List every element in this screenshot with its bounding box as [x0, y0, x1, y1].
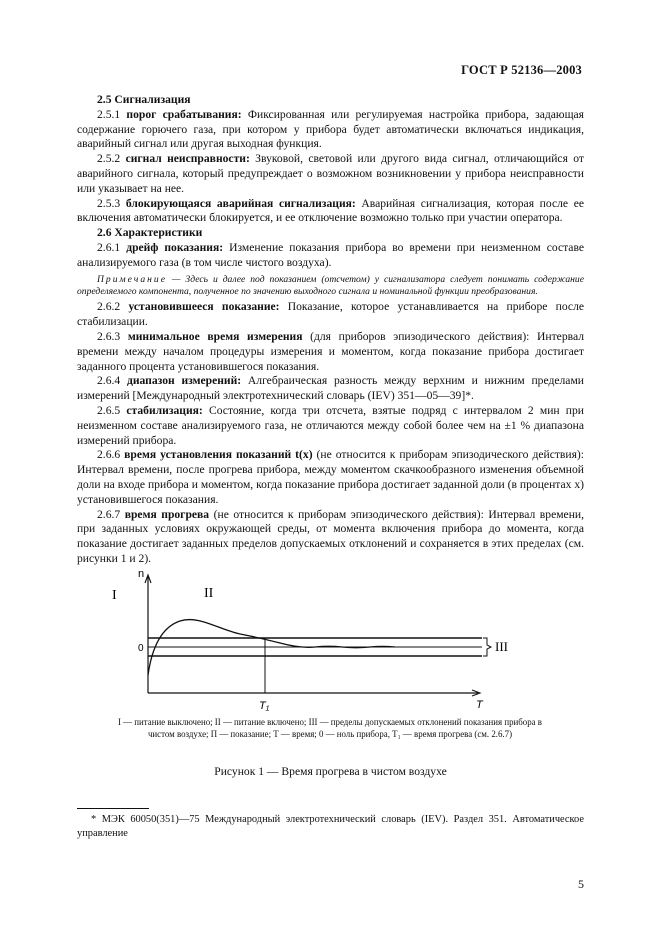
- label-t1: T₁: [259, 700, 270, 712]
- term: диапазон измерений:: [126, 374, 242, 388]
- term: минимальное время измерения: [127, 329, 303, 343]
- figure-legend: I — питание выключено; II — питание включено; III — пределы допускаемых отклонений показания прибора в чистом воздухе; П — показание; Т — время; 0 — ноль прибора, Т₁ — время прогрева (см. 2.6.7): [118, 717, 542, 739]
- footnote-divider: [77, 808, 149, 809]
- paragraph-2-6-3: [77, 330, 584, 374]
- label-x-axis: T: [476, 699, 483, 711]
- paragraph-2-5-1: [77, 108, 584, 152]
- term: время прогрева: [124, 507, 210, 521]
- paragraph-2-5-2: [77, 152, 584, 196]
- definition: Аварийная сигнализация, которая после ее включения автоматически блокируется, и ее отключение возможно только при участии оператора.: [77, 196, 584, 225]
- tolerance-bracket: [483, 638, 491, 656]
- label-zero: 0: [138, 643, 144, 654]
- paragraph-2-6-1: [77, 241, 584, 271]
- clause-number: 2.6.3: [97, 329, 128, 343]
- paragraph-2-6-7: [77, 508, 584, 567]
- section-title-2-5: 2.5 Сигнализация: [97, 93, 191, 106]
- term: порог срабатывания:: [126, 107, 242, 121]
- page-number: 5: [578, 877, 584, 891]
- note: [77, 274, 584, 299]
- term: стабилизация:: [126, 403, 203, 417]
- clause-number: 2.5.3: [97, 196, 126, 210]
- document-header: ГОСТ Р 52136—2003: [461, 63, 582, 77]
- definition: Фиксированная или регулируемая настройка прибора, задающая содержание горючего газа, при котором у прибора будет автоматически включаться индикация, аварийный сигнал или другая выходная функция.: [77, 107, 584, 151]
- paragraph-2-6-4: [77, 374, 584, 404]
- clause-number: 2.6.5: [97, 403, 127, 417]
- definition: Состояние, когда три отсчета, взятые подряд с интервалом 2 мин при неизменном составе анализируемого газа, не отличаются между собой более чем на ±1 % диапазона измерений прибора.: [77, 403, 584, 447]
- document-body: [77, 93, 584, 567]
- section-title-2-6: 2.6 Характеристики: [97, 226, 203, 240]
- label-tolerance: III: [495, 639, 508, 654]
- clause-number: 2.6.2: [97, 300, 129, 314]
- definition: Изменение показания прибора во времени при неизменном составе анализируемого газа (в том числе чистого воздуха).: [77, 240, 585, 269]
- paragraph-2-6-5: [77, 404, 584, 448]
- label-y-axis: n: [138, 568, 145, 580]
- term: дрейф показания:: [126, 240, 224, 254]
- definition: (не относится к приборам эпизодического действия): Интервал времени, при заданных условиях окружающей среды, от момента включения прибора до момента, когда показание достигает заданных пределов допускаемых отклонений и сохраняется в этих пределах (см. рисунки 1 и 2).: [77, 507, 585, 565]
- paragraph-2-6-6: [77, 448, 584, 507]
- term: установившееся показание:: [128, 300, 280, 314]
- term: блокирующаяся аварийная сигнализация:: [125, 196, 356, 210]
- clause-number: 2.6.7: [97, 507, 125, 521]
- clause-number: 2.6.6: [97, 448, 125, 462]
- definition: (для приборов эпизодического действия): Интервал времени между началом процедуры измерения и моментом, когда показание прибора достигает заданного процента установившегося показания.: [77, 329, 584, 373]
- label-power-on: II: [204, 586, 214, 601]
- term: время установления показаний t(x): [124, 448, 313, 462]
- definition: Алгебраическая разность между верхним и нижним пределами измерений [Международный электротехнический словарь (IEV) 351—05—39]*.: [77, 374, 584, 403]
- definition: Звуковой, световой или другого вида сигнал, отличающийся от аварийного сигнала, который предупреждает о возможном возникновении у прибора неисправности или указывает на нее.: [77, 152, 584, 195]
- definition: (не относится к приборам эпизодического действия): Интервал времени, после прогрева прибора, между моментом скачкообразного изменения объемной доли на входе прибора и моментом, когда показание прибора достигает заданной доли (в процентах x) установившегося показания.: [77, 448, 585, 506]
- clause-number: 2.5.2: [97, 152, 126, 166]
- definition: Показание, которое устанавливается на приборе после стабилизации.: [77, 300, 585, 329]
- note-text: — Здесь и далее под показанием (отсчетом) у сигнализатора следует понимать содержание определяемого компонента, полученное по значению выходного сигнала и номинальной функции преобразования.: [77, 273, 584, 297]
- footnote: * МЭК 60050(351)—75 Международный электротехнический словарь (IEV). Раздел 351. Автоматическое управление: [77, 814, 584, 839]
- paragraph-2-6-2: [77, 300, 584, 330]
- warmup-figure: [100, 563, 520, 713]
- figure-caption: Рисунок 1 — Время прогрева в чистом воздухе: [214, 765, 447, 778]
- clause-number: 2.6.4: [97, 374, 127, 388]
- note-label: Примечание: [97, 273, 167, 285]
- term: сигнал неисправности:: [125, 152, 250, 166]
- clause-number: 2.6.1: [97, 240, 127, 254]
- label-power-off: I: [112, 588, 117, 603]
- clause-number: 2.5.1: [97, 107, 127, 121]
- paragraph-2-5-3: [77, 197, 584, 227]
